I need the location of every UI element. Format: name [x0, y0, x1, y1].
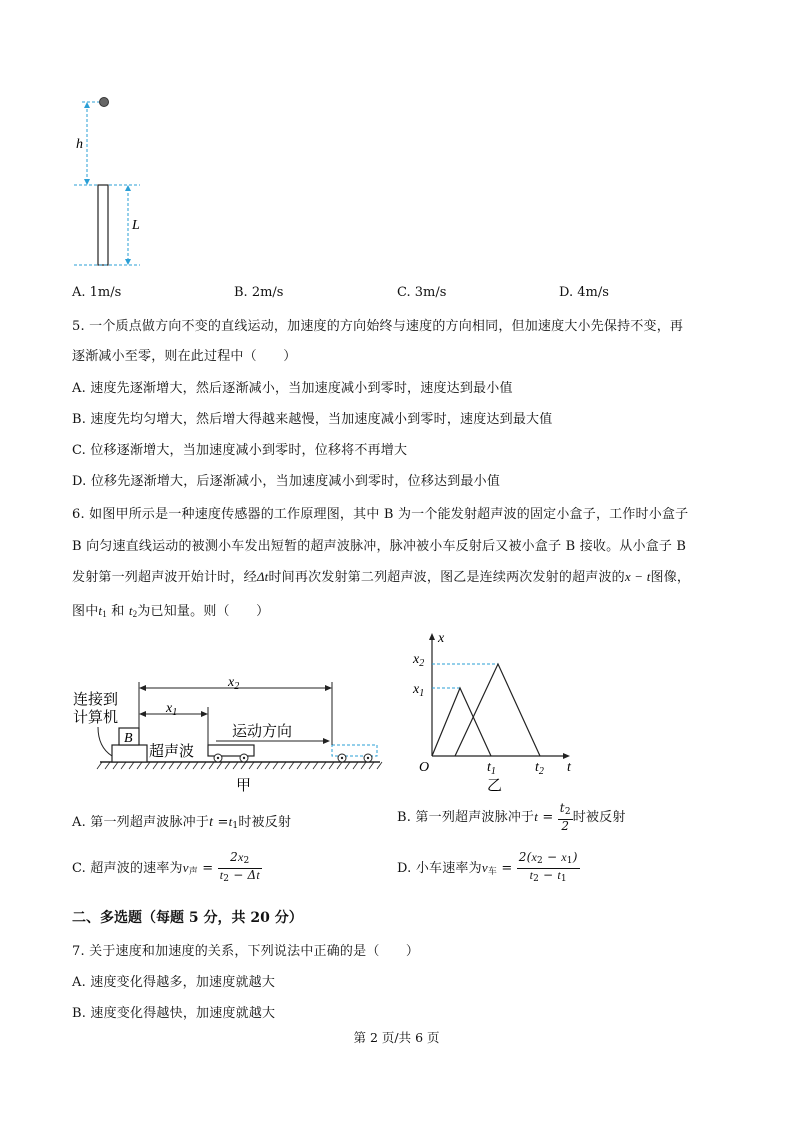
- label-ultrasound: 超声波: [149, 744, 195, 760]
- q6-stem-line3: 发射第一列超声波开始计时，经Δt时间再次发射第二列超声波，图乙是连续两次发射的超声波的x − t图像，: [72, 569, 691, 585]
- q4-option-c[interactable]: C. 3m/s: [397, 285, 447, 300]
- q5-stem-line2: 逐渐减小至零，则在此过程中（ ）: [72, 349, 297, 364]
- label-x2: $x_2$: [228, 675, 240, 692]
- q7-stem: 7. 关于速度和加速度的关系，下列说法中正确的是（ ）: [72, 944, 420, 959]
- q5-option-a[interactable]: A. 速度先逐渐增大，然后逐渐减小，当加速度减小到零时，速度达到最小值: [72, 381, 513, 396]
- car: [208, 745, 254, 756]
- caption-jia: 甲: [236, 778, 252, 794]
- label-connect1: 连接到: [73, 692, 119, 708]
- section-multiple-choice-title: 二、多选题（每题 5 分，共 20 分）: [72, 910, 303, 926]
- label-x1: $x_1$: [166, 701, 178, 718]
- ball: [100, 98, 109, 107]
- origin-label: O: [419, 760, 430, 775]
- tick-t2: $t_2$: [535, 760, 544, 777]
- y-axis-label: x: [438, 631, 445, 646]
- q4-option-b[interactable]: B. 2m/s: [234, 285, 284, 300]
- cable: [98, 727, 112, 756]
- q6-option-a[interactable]: A. 第一列超声波脉冲于$t =t_1$时被反射: [72, 814, 292, 831]
- q7-option-a[interactable]: A. 速度变化得越多，加速度就越大: [72, 975, 276, 990]
- q4-figure: [60, 92, 160, 272]
- tick-x1: $x_1$: [413, 682, 425, 699]
- ground-hatch: [97, 762, 382, 769]
- caption-yi: 乙: [487, 778, 503, 793]
- label-B: B: [124, 731, 133, 746]
- q5-option-b[interactable]: B. 速度先均匀增大，然后增大得越来越慢，当加速度减小到零时，速度达到最大值: [72, 412, 553, 427]
- t2-symbol: $t_2$: [128, 603, 138, 619]
- pulse-2: [455, 664, 540, 756]
- label-L: L: [132, 218, 140, 233]
- tick-x2: $x_2$: [413, 652, 425, 669]
- q6-option-b[interactable]: B. 第一列超声波脉冲于t = $\frac{t_2}{2}$ 时被反射: [397, 801, 626, 833]
- q6-stem-line2: B 向匀速直线运动的被测小车发出短暂的超声波脉冲，脉冲被小车反射后又被小盒子 B 接收。从小盒子 B: [72, 539, 687, 554]
- q7-option-b[interactable]: B. 速度变化得越快，加速度就越大: [72, 1006, 276, 1021]
- figure-yi: [405, 628, 580, 793]
- q6-option-c[interactable]: C. 超声波的速率为$v_声$ = $\frac{2x_2}{t_2 - \Delta t}$: [72, 850, 260, 884]
- q4-option-d[interactable]: D. 4m/s: [559, 285, 609, 300]
- q6-stem-line4: 图中$t_1$ 和 $t_2$为已知量。则（ ）: [72, 603, 270, 619]
- box-base: [112, 745, 147, 762]
- q5-option-c[interactable]: C. 位移逐渐增大，当加速度减小到零时，位移将不再增大: [72, 443, 408, 458]
- delta-t: Δt: [256, 569, 269, 584]
- rod: [98, 185, 108, 265]
- q4-option-a[interactable]: A. 1m/s: [72, 285, 122, 300]
- x-t-symbol: x − t: [624, 569, 651, 584]
- q6-option-d[interactable]: D. 小车速率为$v_车$ = $\frac{2(x_2 - x_1)}{t_2 - t_1}$: [397, 850, 578, 884]
- t1-symbol: $t_1$: [98, 603, 107, 619]
- label-direction: 运动方向: [232, 724, 293, 740]
- label-h: h: [76, 137, 83, 152]
- q6-stem-line1: 6. 如图甲所示是一种速度传感器的工作原理图，其中 B 为一个能发射超声波的固定小盒子，工作时小盒子: [72, 507, 689, 522]
- page-footer: 第 2 页/共 6 页: [353, 1030, 440, 1045]
- label-connect2: 计算机: [73, 710, 119, 726]
- q5-stem-line1: 5. 一个质点做方向不变的直线运动，加速度的方向始终与速度的方向相同，但加速度大小先保持不变，再: [72, 319, 684, 334]
- x-axis-label: t: [567, 760, 571, 775]
- q5-option-d[interactable]: D. 位移先逐渐增大，后逐渐减小，当加速度减小到零时，位移达到最小值: [72, 474, 501, 489]
- tick-t1: $t_1$: [487, 760, 496, 777]
- figure-jia: [70, 672, 390, 802]
